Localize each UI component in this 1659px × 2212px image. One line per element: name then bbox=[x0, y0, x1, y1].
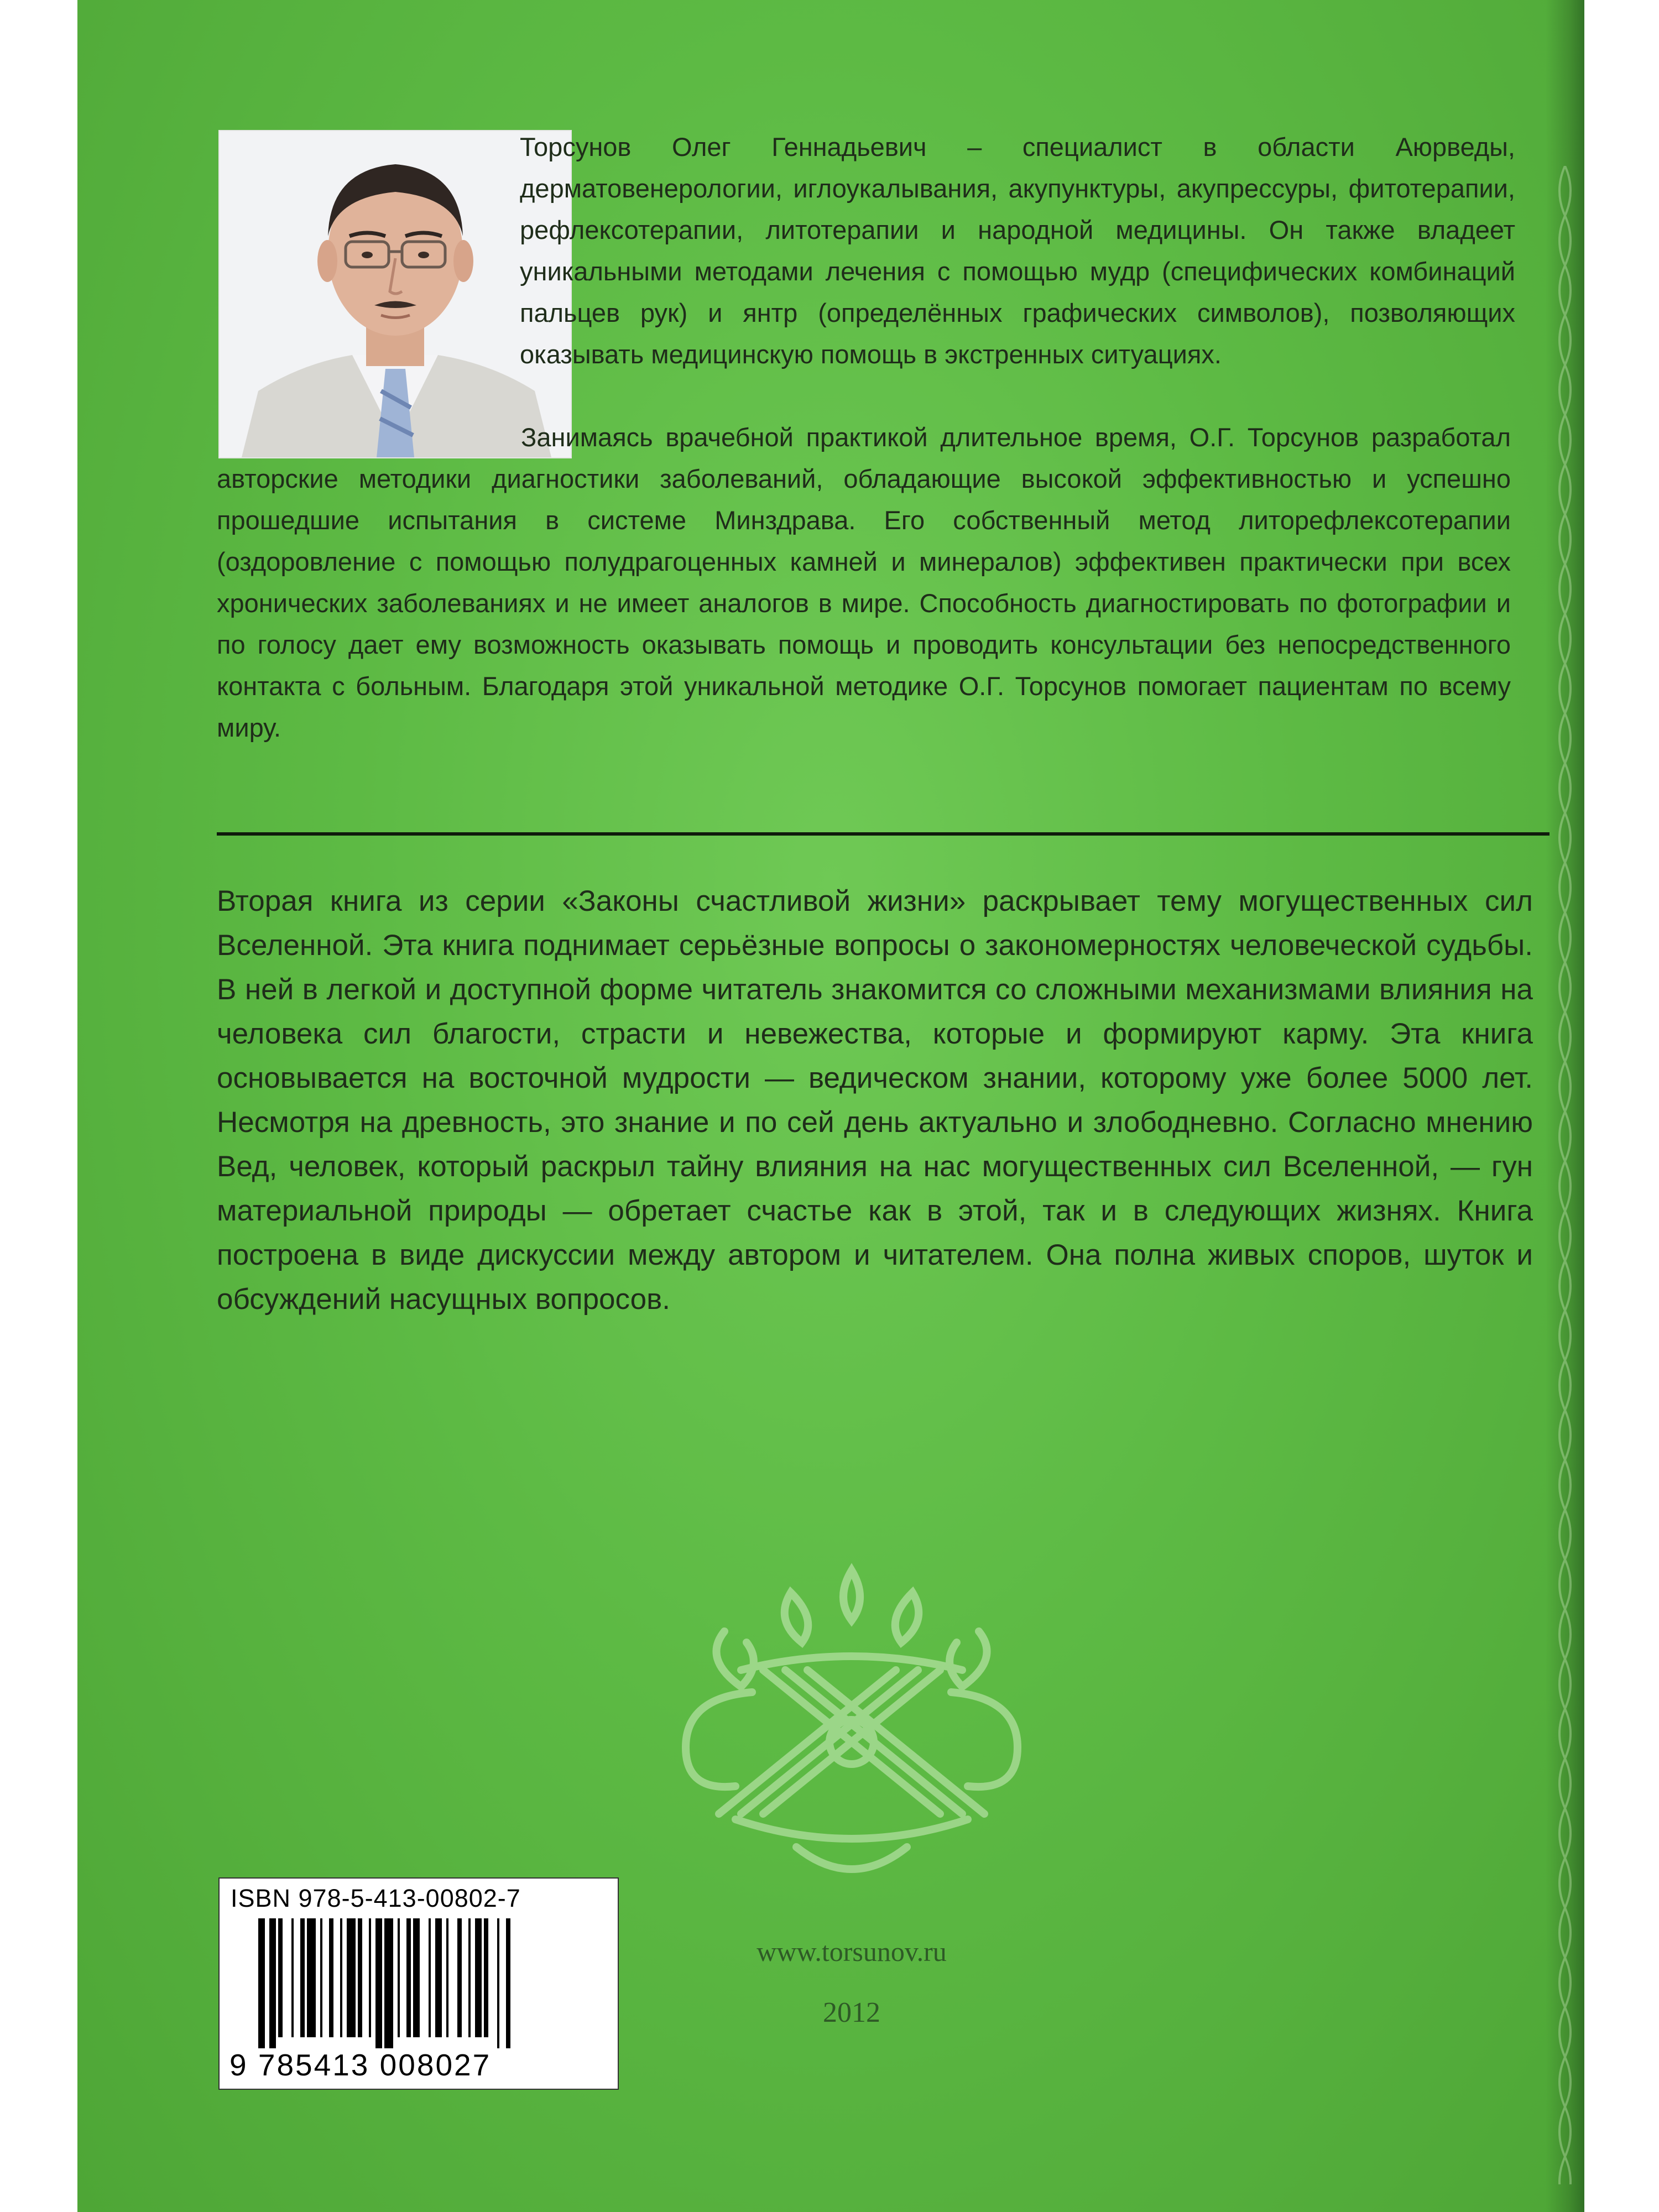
book-back-cover bbox=[77, 0, 1584, 2212]
isbn-digits: 9 785413 008027 bbox=[229, 2048, 492, 2082]
isbn-label: ISBN 978-5-413-00802-7 bbox=[231, 1884, 521, 1912]
publication-year: 2012 bbox=[823, 1997, 880, 2028]
author-photo bbox=[218, 130, 572, 458]
barcode-icon bbox=[258, 1918, 596, 2048]
author-bio-practice: Занимаясь врачебной практикой длительное время, О.Г. Торсунов разработал авторские методики диагностики заболеваний, обладающие высокой эффективностью и успешно прошедшие испытания в системе Минздрава. Его собственный метод литорефлексотерапии (оздоровление с помощью полудрагоценных камней и минералов) эффективен практически при всех хронических заболеваниях и не имеет аналогов в мире. Способность диагностировать по фотографии и по голосу дает ему возможность оказывать помощь и проводить консультации без непосредственного контакта с больным. Благодаря этой уникальной методике О.Г. Торсунов помогает пациентам по всему миру. bbox=[217, 422, 1511, 742]
section-divider bbox=[217, 832, 1550, 836]
author-bio-intro: Торсунов Олег Геннадьевич – специалист в области Аюрведы, дерматовенерологии, иглоукалывания, акупунктуры, акупрессуры, фитотерапии, рефлексотерапии, литотерапии и народной медицины. Он также владеет уникальными методами лечения с помощью мудр (специфических комбинаций пальцев рук) и янтр (определённых графических символов), позволяющих оказывать медицинскую помощь в экстренных ситуациях. bbox=[520, 132, 1515, 369]
book-description: Вторая книга из серии «Законы счастливой жизни» раскрывает тему могущественных сил Вселенной. Эта книга поднимает серьёзные вопросы о закономерностях человеческой судьбы. В ней в легкой и доступной форме читатель знакомится со сложными механизмами влияния на человека сил благости, страсти и невежества, которые и формируют карму. Эта книга основывается на восточной мудрости — ведическом знании, которому уже более 5000 лет. Несмотря на древность, это знание и по сей день актуально и злободневно. Согласно мнению Вед, человек, который раскрыл тайну влияния на нас могущественных сил Вселенной, — гун материальной природы — обретает счастье как в этой, так и в следующих жизнях. Книга построена в виде дискуссии между автором и читателем. Она полна живых споров, шуток и обсуждений насущных вопросов. bbox=[217, 885, 1533, 1316]
isbn-barcode-box bbox=[218, 1877, 619, 2090]
publisher-website: www.torsunov.ru bbox=[757, 1936, 947, 1967]
celtic-tree-ornament-icon bbox=[653, 1559, 1051, 1891]
spine-ornament-icon bbox=[1554, 166, 1576, 2184]
